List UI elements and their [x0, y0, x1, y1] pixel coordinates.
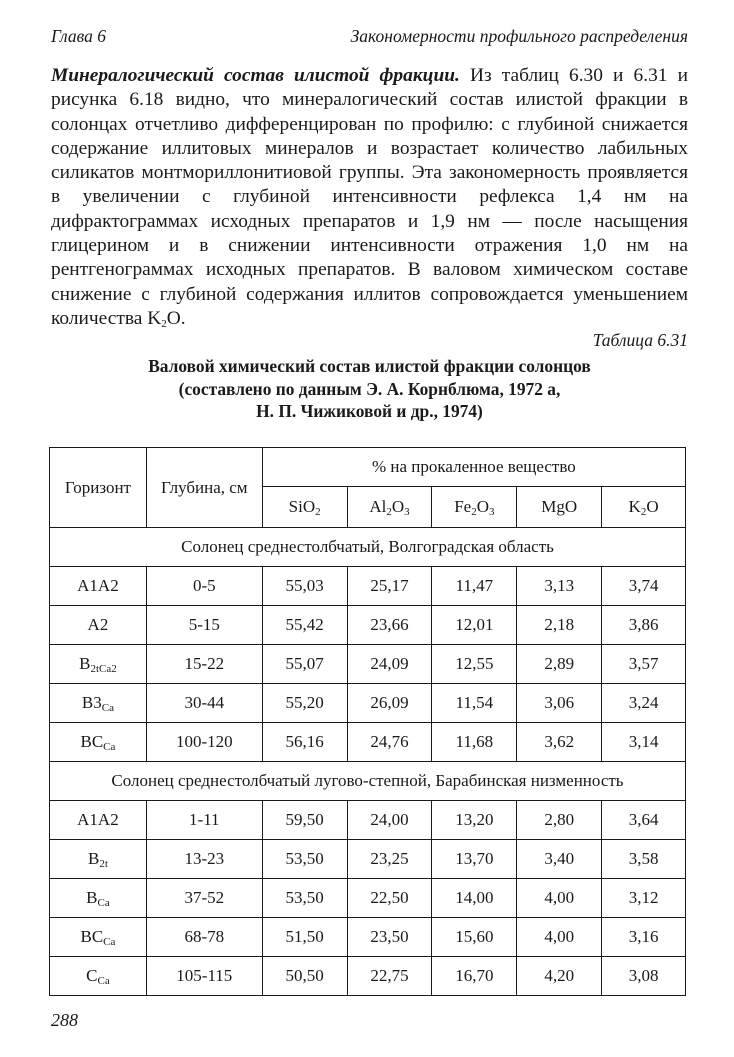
oxide-base: MgO — [541, 497, 578, 516]
horizon-subscript: 2t — [99, 857, 108, 870]
value-cell: 3,62 — [517, 723, 602, 762]
table-row — [50, 723, 686, 762]
depth-cell: 37-52 — [146, 879, 262, 918]
horizon-name: BC — [80, 731, 104, 751]
oxide-header — [347, 487, 432, 528]
chemical-composition-table — [49, 447, 686, 996]
page-number: 288 — [51, 1010, 78, 1030]
paragraph-end: O. — [166, 307, 186, 329]
value-cell: 2,89 — [517, 645, 602, 684]
value-cell: 50,50 — [262, 957, 347, 996]
depth-cell: 13-23 — [146, 840, 262, 879]
table-row — [50, 879, 686, 918]
horizon-cell — [50, 957, 147, 996]
running-title: Закономерности профильного распределения — [350, 26, 688, 46]
oxide-tail: O — [476, 496, 489, 516]
depth-cell: 5-15 — [146, 606, 262, 645]
table-row — [50, 567, 686, 606]
oxide-header — [432, 487, 517, 528]
oxide-subscript: 3 — [404, 505, 410, 518]
value-cell: 3,08 — [602, 957, 686, 996]
paragraph-lead: Минералогический состав илистой фракции. — [51, 65, 460, 86]
oxide-base: Fe — [454, 496, 472, 516]
horizon-cell — [50, 606, 147, 645]
depth-cell: 105-115 — [146, 957, 262, 996]
value-cell: 15,60 — [432, 918, 517, 957]
value-cell: 22,50 — [347, 879, 432, 918]
oxide-header — [262, 487, 347, 528]
value-cell: 13,70 — [432, 840, 517, 879]
value-cell: 55,03 — [262, 567, 347, 606]
depth-cell: 15-22 — [146, 645, 262, 684]
value-cell: 22,75 — [347, 957, 432, 996]
value-cell: 13,20 — [432, 801, 517, 840]
column-header-depth: Глубина, см — [146, 448, 262, 528]
horizon-cell — [50, 918, 147, 957]
value-cell: 11,54 — [432, 684, 517, 723]
value-cell: 3,64 — [602, 801, 686, 840]
value-cell: 2,18 — [517, 606, 602, 645]
column-header-horizon: Горизонт — [50, 448, 147, 528]
horizon-subscript: Ca — [97, 974, 110, 987]
value-cell: 23,66 — [347, 606, 432, 645]
value-cell: 25,17 — [347, 567, 432, 606]
value-cell: 55,20 — [262, 684, 347, 723]
value-cell: 4,00 — [517, 918, 602, 957]
value-cell: 12,55 — [432, 645, 517, 684]
value-cell: 24,76 — [347, 723, 432, 762]
horizon-name: B — [87, 848, 100, 868]
horizon-name: C — [86, 965, 98, 985]
horizon-cell — [50, 879, 147, 918]
horizon-subscript: Ca — [103, 935, 116, 948]
horizon-subscript: Ca — [103, 740, 116, 753]
horizon-cell — [50, 840, 147, 879]
value-cell: 3,74 — [602, 567, 686, 606]
oxide-subscript: 2 — [386, 505, 392, 518]
table-title-line: Н. П. Чижиковой и др., 1974) — [256, 401, 483, 421]
section-title: Солонец среднестолбчатый лугово-степной, Барабинская низменность — [50, 762, 686, 801]
column-group-header: % на прокаленное вещество — [262, 448, 685, 487]
horizon-name: B — [79, 653, 91, 673]
section-row — [50, 762, 686, 801]
horizon-name: A1A2 — [77, 810, 119, 829]
value-cell: 51,50 — [262, 918, 347, 957]
depth-cell: 68-78 — [146, 918, 262, 957]
value-cell: 24,09 — [347, 645, 432, 684]
chapter-label: Глава 6 — [51, 26, 106, 46]
table-row — [50, 684, 686, 723]
horizon-cell — [50, 723, 147, 762]
value-cell: 3,14 — [602, 723, 686, 762]
value-cell: 56,16 — [262, 723, 347, 762]
table-row — [50, 606, 686, 645]
value-cell: 55,07 — [262, 645, 347, 684]
value-cell: 3,16 — [602, 918, 686, 957]
value-cell: 16,70 — [432, 957, 517, 996]
oxide-base: SiO — [288, 496, 316, 516]
table-title-line: Валовой химический состав илистой фракции солонцов — [148, 356, 591, 376]
oxide-subscript: 2 — [471, 505, 477, 518]
horizon-cell — [50, 645, 147, 684]
oxide-subscript: 2 — [640, 505, 647, 518]
oxide-header — [517, 487, 602, 528]
value-cell: 4,20 — [517, 957, 602, 996]
k2o-subscript: 2 — [161, 317, 167, 330]
value-cell: 3,13 — [517, 567, 602, 606]
value-cell: 23,50 — [347, 918, 432, 957]
table-row — [50, 840, 686, 879]
value-cell: 3,24 — [602, 684, 686, 723]
horizon-name: A1A2 — [77, 576, 119, 595]
value-cell: 3,12 — [602, 879, 686, 918]
depth-cell: 30-44 — [146, 684, 262, 723]
value-cell: 3,40 — [517, 840, 602, 879]
oxide-header — [602, 487, 686, 528]
oxide-subscript: 3 — [488, 505, 495, 518]
horizon-subscript: 2tCa2 — [90, 662, 117, 675]
value-cell: 53,50 — [262, 879, 347, 918]
value-cell: 11,47 — [432, 567, 517, 606]
table-row — [50, 957, 686, 996]
body-paragraph — [51, 64, 688, 336]
oxide-tail: O — [391, 496, 405, 516]
depth-cell: 1-11 — [146, 801, 262, 840]
value-cell: 55,42 — [262, 606, 347, 645]
table-row — [50, 645, 686, 684]
value-cell: 2,80 — [517, 801, 602, 840]
horizon-name: A2 — [87, 615, 109, 634]
value-cell: 12,01 — [432, 606, 517, 645]
value-cell: 53,50 — [262, 840, 347, 879]
value-cell: 3,86 — [602, 606, 686, 645]
value-cell: 14,00 — [432, 879, 517, 918]
table-caption: Таблица 6.31 — [592, 330, 688, 350]
horizon-subscript: Ca — [101, 701, 114, 714]
depth-cell: 0-5 — [146, 567, 262, 606]
horizon-cell — [50, 684, 147, 723]
value-cell: 3,06 — [517, 684, 602, 723]
value-cell: 26,09 — [347, 684, 432, 723]
section-row — [50, 528, 686, 567]
value-cell: 3,57 — [602, 645, 686, 684]
table-row — [50, 801, 686, 840]
oxide-subscript: 2 — [315, 505, 321, 518]
value-cell: 3,58 — [602, 840, 686, 879]
horizon-subscript: Ca — [97, 896, 110, 909]
paragraph-text: Из таблиц 6.30 и 6.31 и рисунка 6.18 видно, что минералогический состав илистой фракции в солонцах отчетливо дифференцирован по профилю: с глубиной снижается содержание иллитовых минералов и возрастает количество лабильных силикатов монтмориллонитиовой группы. Эта закономерность проявляется в увеличении с глубиной интенсивности рефлекса 1,4 нм на дифрактограммах исходных препаратов и 1,9 нм — после насыщения глицерином и в снижении интенсивности отражения 1,0 нм на рентгенограммах исходных препаратов. В валовом химическом составе снижение с глубиной содержания иллитов сопровождается уменьшением количества K — [51, 65, 688, 329]
table-title-line: (составлено по данным Э. А. Корнблюма, 1972 а, — [178, 378, 561, 399]
value-cell: 4,00 — [517, 879, 602, 918]
section-title: Солонец среднестолбчатый, Волгоградская область — [50, 528, 686, 567]
value-cell: 11,68 — [432, 723, 517, 762]
oxide-base: Al — [369, 496, 387, 516]
depth-cell: 100-120 — [146, 723, 262, 762]
value-cell: 24,00 — [347, 801, 432, 840]
horizon-cell — [50, 567, 147, 606]
horizon-name: B — [86, 887, 98, 907]
value-cell: 59,50 — [262, 801, 347, 840]
horizon-cell — [50, 801, 147, 840]
oxide-tail: O — [646, 496, 659, 516]
value-cell: 23,25 — [347, 840, 432, 879]
horizon-name: B3 — [81, 692, 102, 712]
oxide-base: K — [628, 496, 641, 516]
table-title — [51, 355, 688, 423]
table-row — [50, 918, 686, 957]
horizon-name: BC — [80, 926, 104, 946]
